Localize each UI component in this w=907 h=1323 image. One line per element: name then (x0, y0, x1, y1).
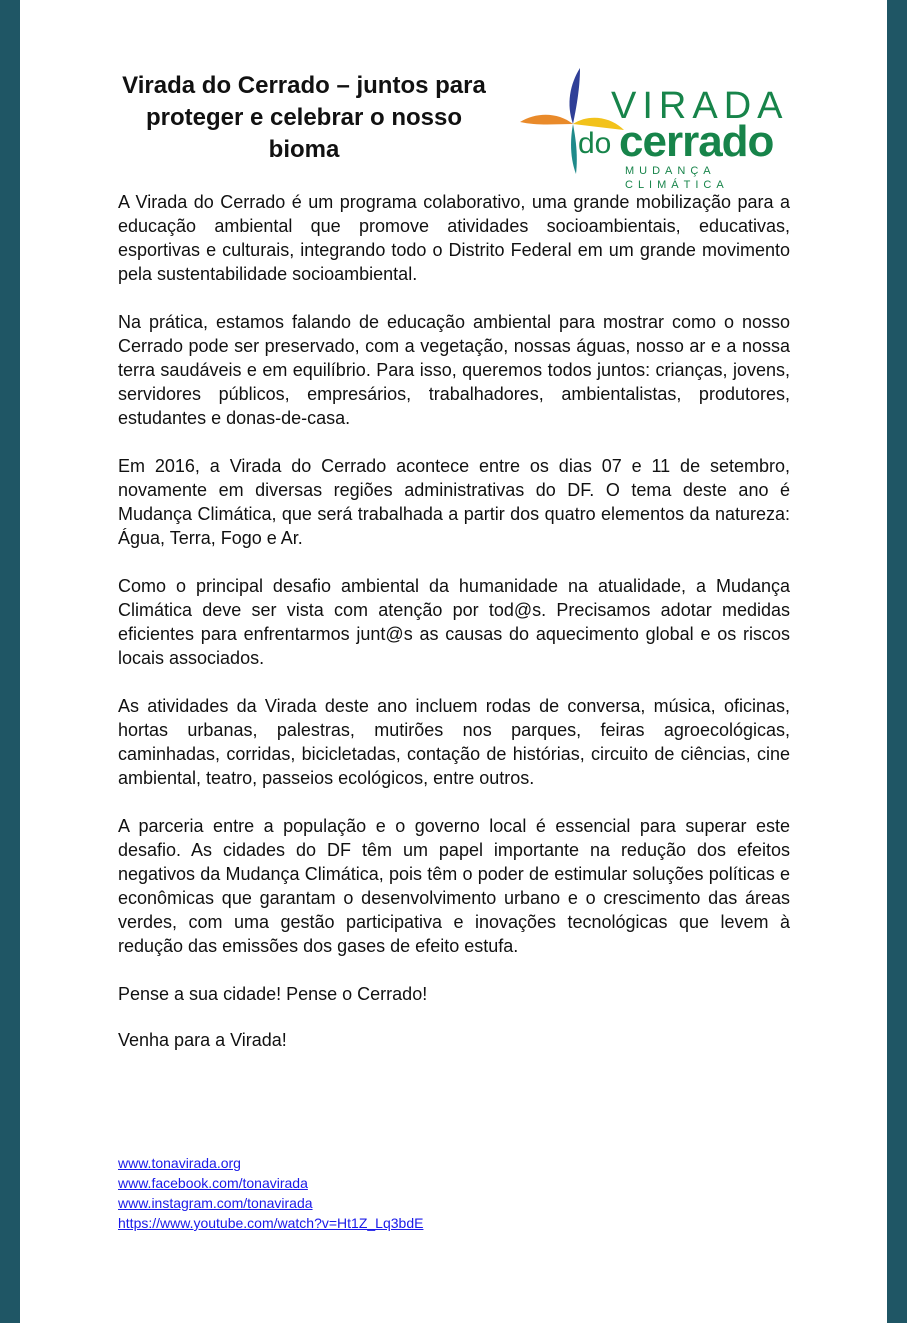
link-instagram[interactable]: www.instagram.com/tonavirada (118, 1195, 313, 1211)
paragraph: Na prática, estamos falando de educação ambiental para mostrar como o nosso Cerrado pode ser preservado, com a vegetação, nossas águas, nosso ar e a nossa terra saudáveis e em equilíbrio. Para isso, queremos todos juntos: crianças, jovens, servidores públicos, empresários, trabalhadores, ambientalistas, produtores, estudantes e donas-de-casa. (118, 312, 790, 428)
link-facebook[interactable]: www.facebook.com/tonavirada (118, 1175, 308, 1191)
logo-subtitle-text: MUDANÇA CLIMÁTICA (625, 165, 729, 191)
logo-cerrado-text: cerrado (619, 117, 774, 166)
link-youtube[interactable]: https://www.youtube.com/watch?v=Ht1Z_Lq3bdE (118, 1215, 424, 1231)
paragraph: Como o principal desafio ambiental da humanidade na atualidade, a Mudança Climática deve ser vista com atenção por tod@s. Precisamos adotar medidas eficientes para enfrentarmos junt@s as causas do aquecimento global e os riscos locais associados. (118, 576, 790, 668)
links-list (118, 1153, 423, 1233)
closing-line-2: Venha para a Virada! (118, 1030, 287, 1050)
left-border (0, 0, 20, 1323)
paragraph: Em 2016, a Virada do Cerrado acontece entre os dias 07 e 11 de setembro, novamente em diversas regiões administrativas do DF. O tema deste ano é Mudança Climática, que será trabalhada a partir dos quatro elementos da natureza: Água, Terra, Fogo e Ar. (118, 456, 790, 548)
paragraph: A parceria entre a população e o governo local é essencial para superar este desafio. As cidades do DF têm um papel importante na redução dos efeitos negativos da Mudança Climática, pois têm o poder de estimular soluções políticas e econômicas que garantam o desenvolvimento urbano e o crescimento das áreas verdes, com uma gestão participativa e inovações tecnológicas que levem à redução das emissões dos gases de efeito estufa. (118, 816, 790, 956)
document-title: Virada do Cerrado – juntos para proteger e celebrar o nosso bioma (122, 72, 486, 163)
virada-do-cerrado-logo (518, 64, 808, 191)
right-border (887, 0, 907, 1323)
logo-virada-text: VIRADA (611, 85, 789, 127)
link-website[interactable]: www.tonavirada.org (118, 1155, 241, 1171)
document-body (118, 190, 790, 1074)
paragraph: As atividades da Virada deste ano incluem rodas de conversa, música, oficinas, hortas urbanas, palestras, mutirões nos parques, feiras agroecológicas, caminhadas, corridas, bicicletadas, contação de histórias, circuito de ciências, cine ambiental, teatro, passeios ecológicos, entre outros. (118, 696, 790, 788)
paragraph: A Virada do Cerrado é um programa colaborativo, uma grande mobilização para a educação ambiental que promove atividades socioambientais, educativas, esportivas e culturais, integrando todo o Distrito Federal em um grande movimento pela sustentabilidade socioambiental. (118, 192, 790, 284)
closing-line-1: Pense a sua cidade! Pense o Cerrado! (118, 984, 428, 1004)
logo-do-text: do (578, 127, 612, 160)
